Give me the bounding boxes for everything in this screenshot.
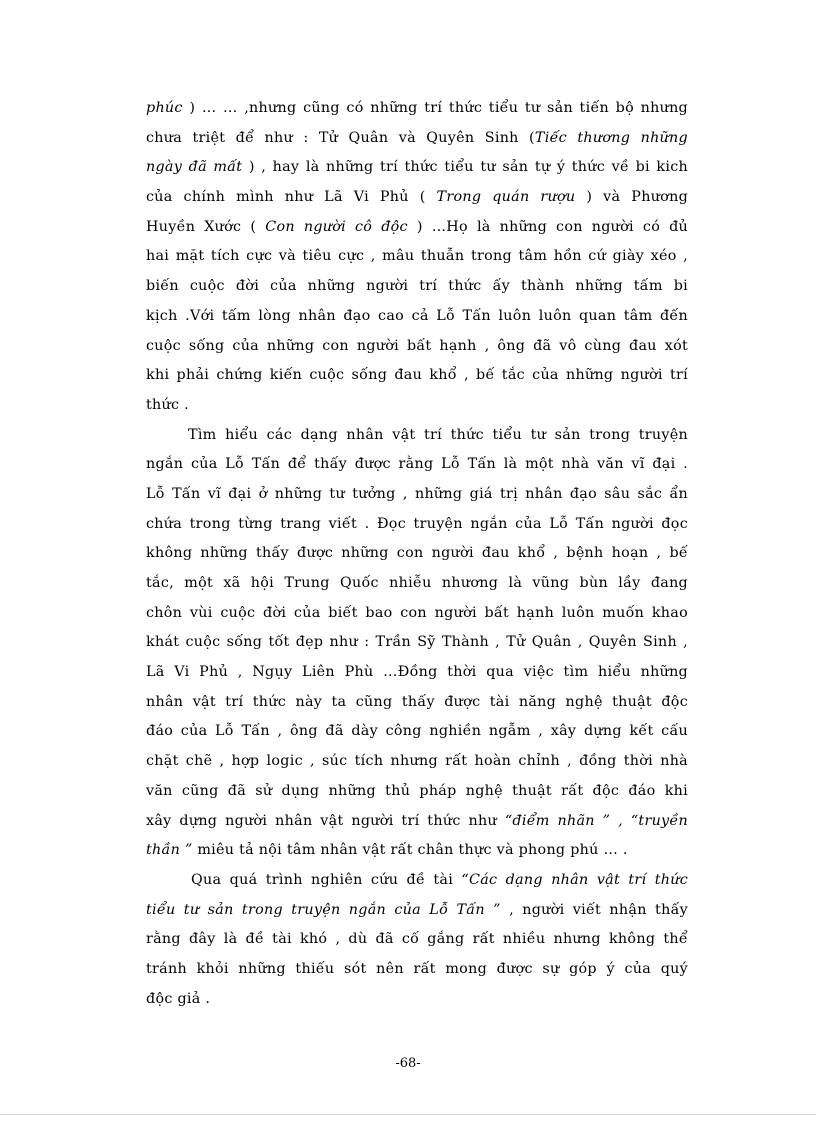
text-line [146, 866, 688, 896]
italic-text: phúc [146, 100, 183, 116]
text-line: khát cuộc sống tốt đẹp như : Trần Sỹ Thành , Tử Quân , Quyên Sinh , [146, 634, 688, 651]
text-line: Tìm hiểu các dạng nhân vật trí thức tiểu tư sản trong truyện [188, 426, 688, 443]
text-line [146, 124, 688, 154]
text-line [146, 836, 688, 866]
italic-text: “Các dạng nhân vật trí thức [461, 871, 689, 888]
text: chưa triệt để như : Tử Quân và Quyên Sinh ( [146, 129, 535, 146]
italic-text: ngày đã mất [146, 159, 243, 176]
italic-text: Trong quán rượu [436, 189, 576, 206]
text-line: hai mặt tích cực và tiêu cực , mâu thuẫn trong tâm hồn cứ giày xéo , [146, 248, 688, 265]
document-body [146, 94, 688, 1014]
text-line: Lã Vi Phủ , Ngụy Liên Phù …Đồng thời qua việc tìm hiểu những [146, 664, 688, 681]
text: của chính mình như Lã Vi Phủ ( [146, 189, 437, 206]
text-line: khi phải chứng kiến cuộc sống đau khổ , bế tắc của những người trí [146, 367, 688, 384]
text-line: chứa trong từng trang viết . Đọc truyện ngắn của Lỗ Tấn người đọc [146, 515, 688, 532]
text: Huyền Xước ( [146, 218, 266, 235]
italic-text: thần ” [146, 842, 193, 859]
italic-text: “điểm nhãn ” , “truyền [504, 812, 688, 829]
text-line: tắc, một xã hội Trung Quốc nhiễu nhương là vũng bùn lầy đang [146, 575, 688, 591]
text: ) … … ,nhưng cũng có những trí thức tiểu tư sản tiến bộ nhưng [182, 100, 688, 116]
page-edge-divider [0, 1114, 816, 1115]
text-line: độc giả . [146, 990, 211, 1007]
text: miêu tả nội tâm nhân vật rất chân thực và phong phú … . [192, 842, 628, 859]
text-line: biến cuộc đời của những người trí thức ấy thành những tấm bi [146, 278, 688, 295]
text-line: đáo của Lỗ Tấn , ông đã dày công nghiền ngẫm , xây dựng kết cấu [146, 723, 688, 740]
text-line: chôn vùi cuộc đời của biết bao con người bất hạnh luôn muốn khao [146, 604, 688, 621]
text: Qua quá trình nghiên cứu đề tài [191, 871, 462, 888]
italic-text: Con người cô độc [265, 218, 408, 235]
italic-text: Tiếc thương những [534, 129, 688, 146]
text-line [146, 213, 688, 243]
text: , người viết nhận thấy [500, 901, 688, 918]
text-line: thức . [146, 396, 189, 413]
text-line: nhân vật trí thức này ta cũng thấy được tài năng nghệ thuật độc [146, 693, 688, 710]
text-line: cuộc sống của những con người bất hạnh , ông đã vô cùng đau xót [146, 337, 688, 354]
text-line: không những thấy được những con người đau khổ , bệnh hoạn , bế [146, 545, 688, 562]
page-number: -68- [395, 1056, 421, 1071]
text-line [146, 896, 688, 926]
text: xây dựng người nhân vật người trí thức như [146, 812, 505, 829]
text-line: Lỗ Tấn vĩ đại ở những tư tưởng , những giá trị nhân đạo sâu sắc ẩn [146, 485, 688, 502]
text-line: tránh khỏi những thiếu sót nên rất mong được sự góp ý của quý [146, 960, 688, 977]
text-line [146, 183, 688, 213]
text-line: chặt chẽ , hợp logic , súc tích nhưng rất hoàn chỉnh , đồng thời nhà [146, 753, 688, 770]
text: ) , hay là những trí thức tiểu tư sản tự ý thức về bi kich [242, 159, 689, 176]
text-line: văn cũng đã sử dụng những thủ pháp nghệ thuật rất độc đáo khi [146, 782, 688, 799]
text-line [146, 153, 688, 183]
text: ) và Phương [575, 189, 689, 206]
italic-text: tiểu tư sản trong truyện ngắn của Lỗ Tấn ” [146, 901, 501, 918]
text: ) …Họ là những con người có đủ [407, 218, 689, 235]
text-line [146, 94, 688, 124]
text-line [146, 807, 688, 837]
text-line: rằng đây là đề tài khó , dù đã cố gắng rất nhiều nhưng không thể [146, 931, 688, 948]
text-line: kịch .Với tấm lòng nhân đạo cao cả Lỗ Tấn luôn luôn quan tâm đến [146, 307, 688, 324]
text-line: ngắn của Lỗ Tấn để thấy được rằng Lỗ Tấn là một nhà văn vĩ đại . [146, 456, 688, 473]
